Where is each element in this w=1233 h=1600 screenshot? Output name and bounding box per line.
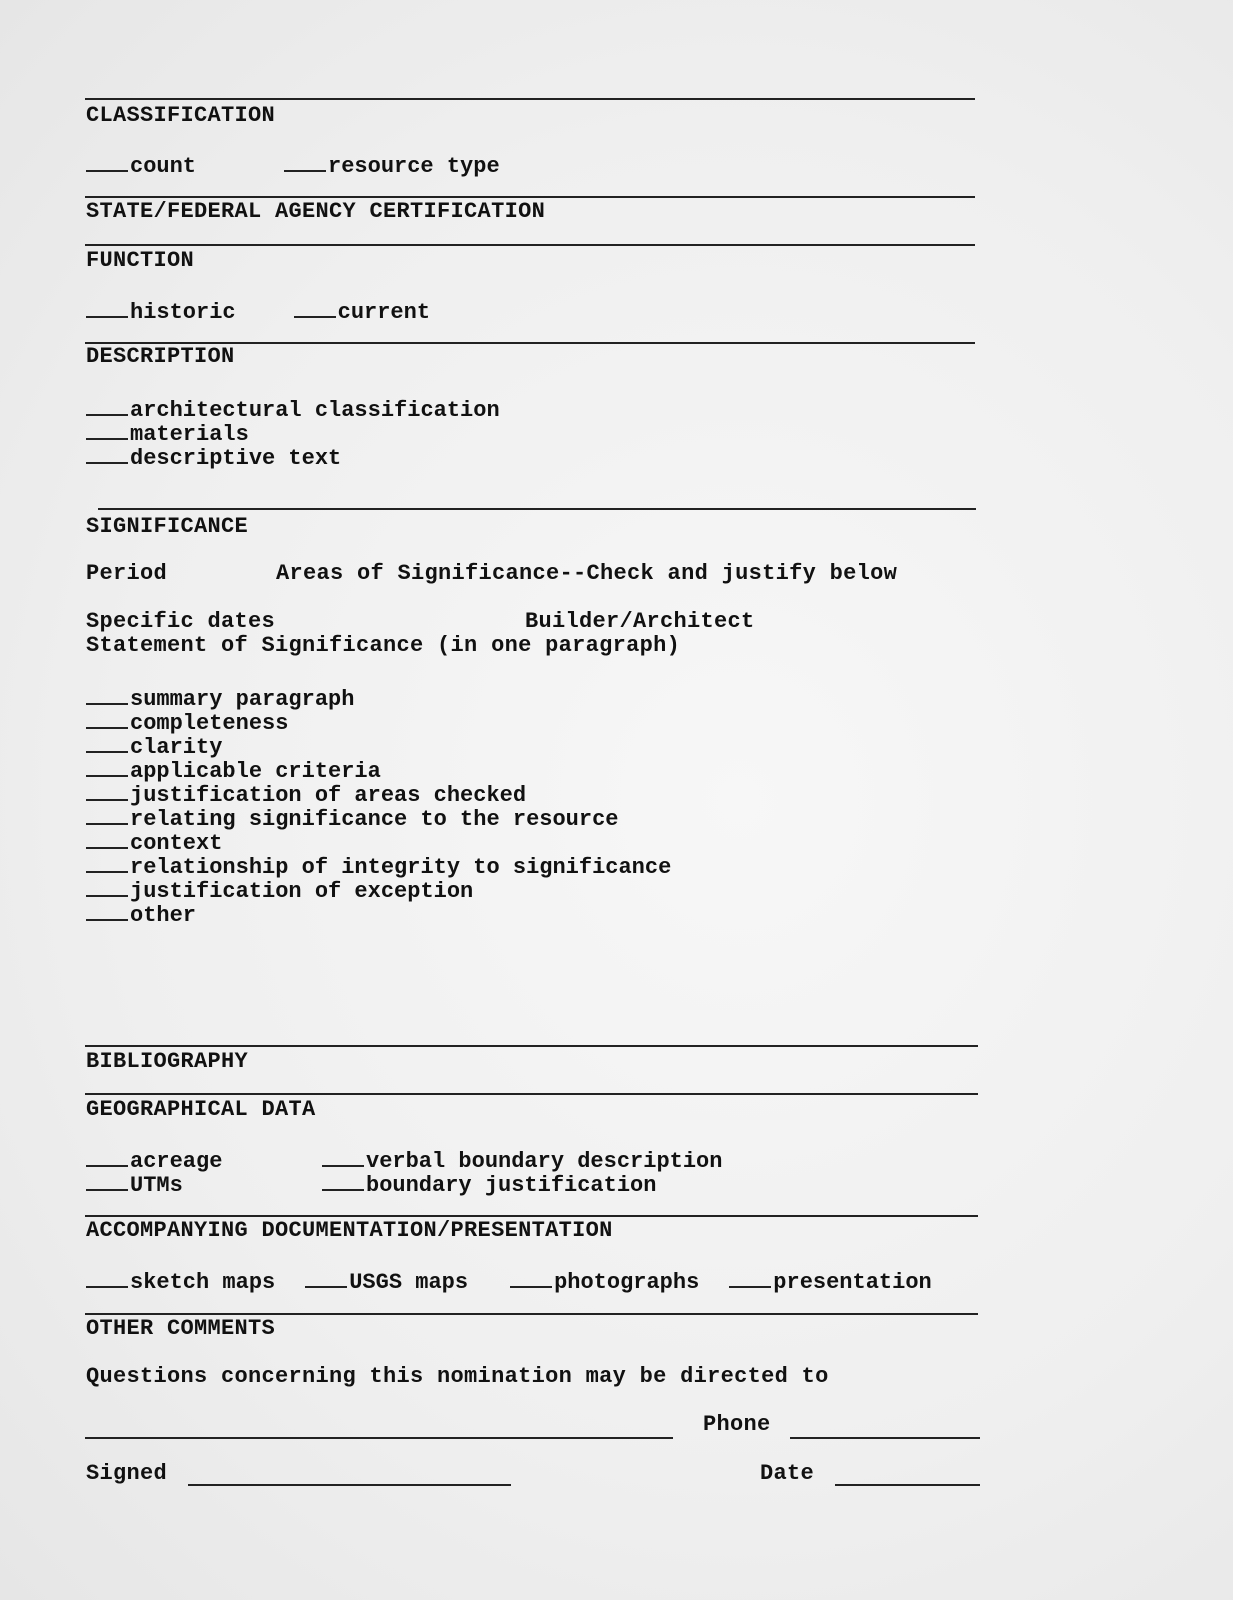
section-rule xyxy=(85,98,975,100)
phone-label: Phone xyxy=(703,1412,771,1437)
section-rule xyxy=(85,1215,978,1217)
accompanying-checklist xyxy=(86,1266,932,1295)
checklist-item[interactable]: boundary justification xyxy=(322,1169,656,1198)
checklist-item[interactable]: clarity xyxy=(86,731,222,760)
checklist-item[interactable]: resource type xyxy=(284,150,500,179)
date-label: Date xyxy=(760,1461,815,1486)
check-blank[interactable] xyxy=(86,755,128,777)
section-rule xyxy=(85,1093,978,1095)
specific-dates-label: Specific dates xyxy=(86,609,276,634)
section-rule xyxy=(85,196,975,198)
areas-label: Areas of Significance--Check and justify below xyxy=(276,561,898,586)
other-comments-heading: OTHER COMMENTS xyxy=(86,1316,276,1341)
check-blank[interactable] xyxy=(86,442,128,464)
section-rule xyxy=(85,1045,978,1047)
check-blank[interactable] xyxy=(86,803,128,825)
check-blank[interactable] xyxy=(86,296,128,318)
check-blank[interactable] xyxy=(86,394,128,416)
check-blank[interactable] xyxy=(86,1266,128,1288)
checklist-item[interactable]: UTMs xyxy=(86,1169,183,1198)
contact-name-line[interactable] xyxy=(85,1437,673,1439)
significance-heading: SIGNIFICANCE xyxy=(86,514,249,539)
checklist-item[interactable]: historic xyxy=(86,296,236,325)
function-heading: FUNCTION xyxy=(86,248,195,273)
accompanying-heading: ACCOMPANYING DOCUMENTATION/PRESENTATION xyxy=(86,1218,613,1243)
checklist-item[interactable]: current xyxy=(294,296,430,325)
check-blank[interactable] xyxy=(86,851,128,873)
check-blank[interactable] xyxy=(86,779,128,801)
check-blank[interactable] xyxy=(86,1169,128,1191)
check-blank[interactable] xyxy=(294,296,336,318)
bibliography-heading: BIBLIOGRAPHY xyxy=(86,1049,249,1074)
date-line[interactable] xyxy=(835,1484,980,1486)
checklist-item[interactable]: relationship of integrity to significance xyxy=(86,851,671,880)
checklist-item[interactable]: applicable criteria xyxy=(86,755,381,784)
checklist-item[interactable]: USGS maps xyxy=(305,1266,468,1295)
signed-label: Signed xyxy=(86,1461,168,1486)
check-blank[interactable] xyxy=(86,899,128,921)
geographical-heading: GEOGRAPHICAL DATA xyxy=(86,1097,316,1122)
certification-heading: STATE/FEDERAL AGENCY CERTIFICATION xyxy=(86,199,546,224)
check-blank[interactable] xyxy=(86,418,128,440)
classification-heading: CLASSIFICATION xyxy=(86,103,276,128)
check-blank[interactable] xyxy=(86,1145,128,1167)
period-label: Period xyxy=(86,561,168,586)
checklist-item[interactable]: relating significance to the resource xyxy=(86,803,618,832)
checklist-item[interactable]: count xyxy=(86,150,196,179)
checklist-item[interactable]: justification of areas checked xyxy=(86,779,526,808)
checklist-item[interactable]: descriptive text xyxy=(86,442,341,471)
checklist-item[interactable]: justification of exception xyxy=(86,875,473,904)
check-blank[interactable] xyxy=(86,707,128,729)
section-rule xyxy=(98,508,976,510)
check-blank[interactable] xyxy=(86,827,128,849)
check-blank[interactable] xyxy=(322,1145,364,1167)
checklist-item[interactable]: summary paragraph xyxy=(86,683,354,712)
description-heading: DESCRIPTION xyxy=(86,344,235,369)
check-blank[interactable] xyxy=(86,683,128,705)
section-rule xyxy=(85,1313,978,1315)
check-blank[interactable] xyxy=(322,1169,364,1191)
checklist-item[interactable]: completeness xyxy=(86,707,288,736)
phone-line[interactable] xyxy=(790,1437,980,1439)
check-blank[interactable] xyxy=(284,150,326,172)
check-blank[interactable] xyxy=(510,1266,552,1288)
check-blank[interactable] xyxy=(86,875,128,897)
questions-text: Questions concerning this nomination may be directed to xyxy=(86,1364,829,1389)
check-blank[interactable] xyxy=(86,150,128,172)
checklist-item[interactable]: sketch maps xyxy=(86,1266,275,1295)
check-blank[interactable] xyxy=(729,1266,771,1288)
checklist-item[interactable]: photographs xyxy=(510,1266,699,1295)
checklist-item[interactable]: context xyxy=(86,827,222,856)
checklist-item[interactable]: architectural classification xyxy=(86,394,500,423)
builder-label: Builder/Architect xyxy=(525,609,755,634)
checklist-item[interactable]: materials xyxy=(86,418,249,447)
function-checklist xyxy=(86,296,460,325)
statement-label: Statement of Significance (in one paragraph) xyxy=(86,633,681,658)
check-blank[interactable] xyxy=(305,1266,347,1288)
classification-checklist xyxy=(86,150,530,179)
checklist-item[interactable]: presentation xyxy=(729,1266,931,1295)
checklist-item[interactable]: other xyxy=(86,899,196,928)
checklist-item[interactable]: verbal boundary description xyxy=(322,1145,722,1174)
checklist-item[interactable]: acreage xyxy=(86,1145,222,1174)
check-blank[interactable] xyxy=(86,731,128,753)
signature-line[interactable] xyxy=(188,1484,511,1486)
section-rule xyxy=(85,244,975,246)
